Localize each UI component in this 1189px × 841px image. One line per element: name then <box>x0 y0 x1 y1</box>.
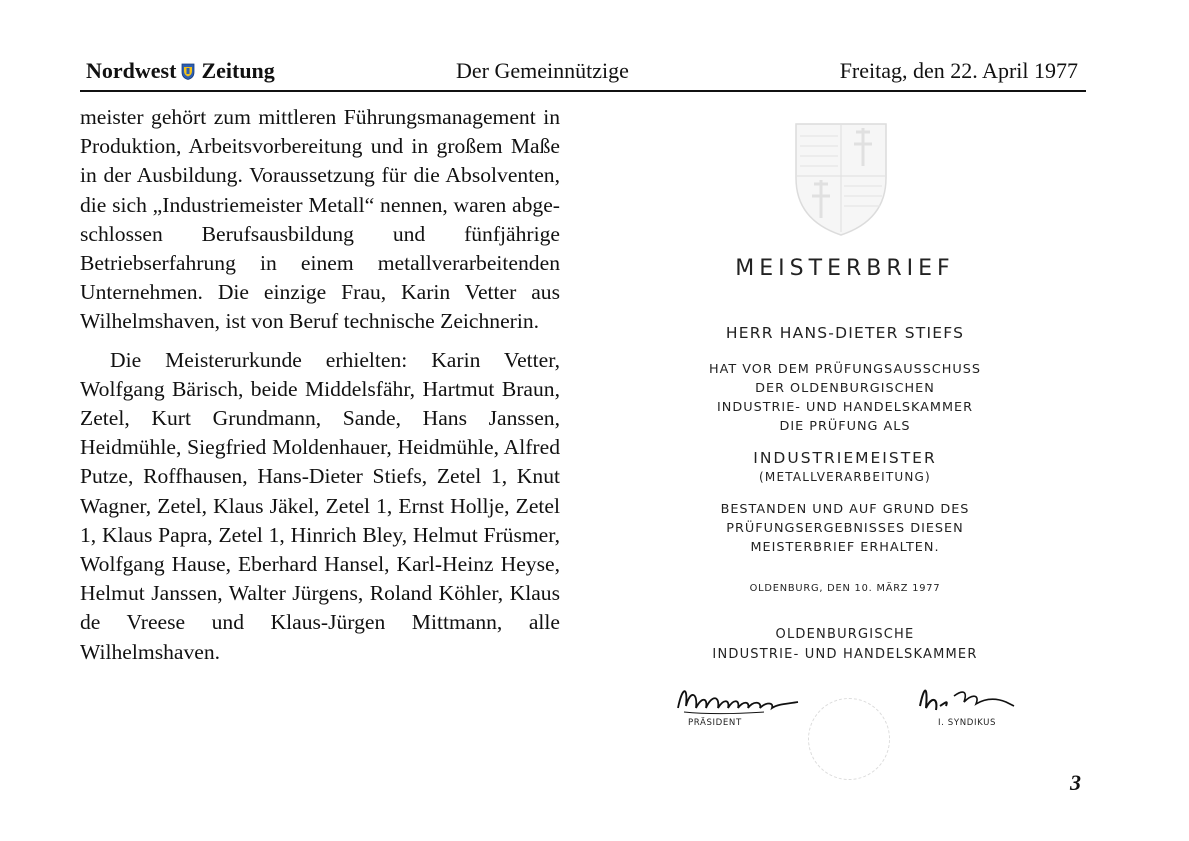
signatory-right-label: I. SYNDIKUS <box>938 718 997 728</box>
embossed-seal-icon <box>808 698 890 780</box>
article-column <box>80 103 560 667</box>
certificate-title: MEISTERBRIEF <box>735 256 955 281</box>
article-paragraph-2: Die Meisterurkunde erhielten: Karin Vetter, Wolfgang Bärisch, beide Middelsfähr, Hartmut Braun, Zetel, Kurt Grundmann, Sande, Hans Janssen, Heidmühle, Siegfried Moldenhauer, Heidmühle, Alfred Putze, Roffhausen, Hans-Dieter Stiefs, Zetel 1, Knut Wagner, Zetel, Klaus Jäkel, Zetel 1, Ernst Hollje, Zetel 1, Klaus Papra, Zetel 1, Hinrich Bley, Helmut Früsmer, Wolfgang Hause, Eberhard Hansel, Karl-Heinz Heyse, Helmut Janssen, Walter Jürgens, Roland Köhler, Klaus de Vreese und Klaus-Jürgen Mittmann, alle Wilhelmshaven. <box>80 347 560 664</box>
syndikus-signature <box>910 676 1022 720</box>
embossed-coat-of-arms-icon <box>792 120 890 238</box>
paper-name-part2: Zeitung <box>201 58 275 83</box>
issue-date: Freitag, den 22. April 1977 <box>839 58 1078 83</box>
certificate-qualification: INDUSTRIEMEISTER <box>753 449 937 467</box>
certificate-issuer-line: OLDENBURGISCHE <box>775 627 915 642</box>
certificate-body-line: INDUSTRIE- UND HANDELSKAMMER <box>717 400 973 415</box>
certificate-result-line: MEISTERBRIEF ERHALTEN. <box>750 540 940 555</box>
certificate-recipient: HERR HANS-DIETER STIEFS <box>725 324 965 342</box>
certificate-issuer <box>660 625 1030 665</box>
certificate-image <box>660 108 1030 760</box>
certificate-body-line: DIE PRÜFUNG ALS <box>779 419 911 434</box>
certificate-signatures <box>660 676 1030 756</box>
page-number: 3 <box>1070 770 1081 795</box>
certificate-issuer-line: INDUSTRIE- UND HANDELSKAMMER <box>712 647 978 662</box>
certificate-body-line: HAT VOR DEM PRÜFUNGSAUSSCHUSS <box>709 362 981 377</box>
masthead <box>86 58 275 84</box>
article-paragraph-1: meister gehört zum mittleren Führungsmanagement in Produktion, Arbeitsvorbereitung und in großem Maße in der Ausbildung. Voraussetzung für die Absolventen, die sich „Industriemeister Metall“ nennen, waren abgeschlossen Berufsausbildung und fünfjährige Betriebserfahrung in einem metallverarbeitenden Unternehmen. Die einzige Frau, Karin Vetter aus Wilhelmshaven, ist von Beruf technische Zeichnerin. <box>80 105 560 334</box>
signatory-left-label: PRÄSIDENT <box>688 718 742 728</box>
certificate-result-line: PRÜFUNGSERGEBNISSES DIESEN <box>726 521 964 536</box>
certificate-body <box>660 360 1030 436</box>
page-header <box>80 58 1086 90</box>
certificate-place-date: OLDENBURG, DEN 10. MÄRZ 1977 <box>749 583 941 594</box>
newspaper-crest-icon <box>181 63 195 80</box>
certificate-result-line: BESTANDEN UND AUF GRUND DES <box>720 502 970 517</box>
certificate-body-line: DER OLDENBURGISCHEN <box>755 381 935 396</box>
section-title: Der Gemeinnützige <box>456 58 629 83</box>
certificate-qualification-sub: (METALLVERARBEITUNG) <box>759 470 931 484</box>
president-signature <box>674 678 804 718</box>
certificate-result <box>660 500 1030 557</box>
paper-name-part1: Nordwest <box>86 58 177 83</box>
header-rule <box>80 90 1086 92</box>
